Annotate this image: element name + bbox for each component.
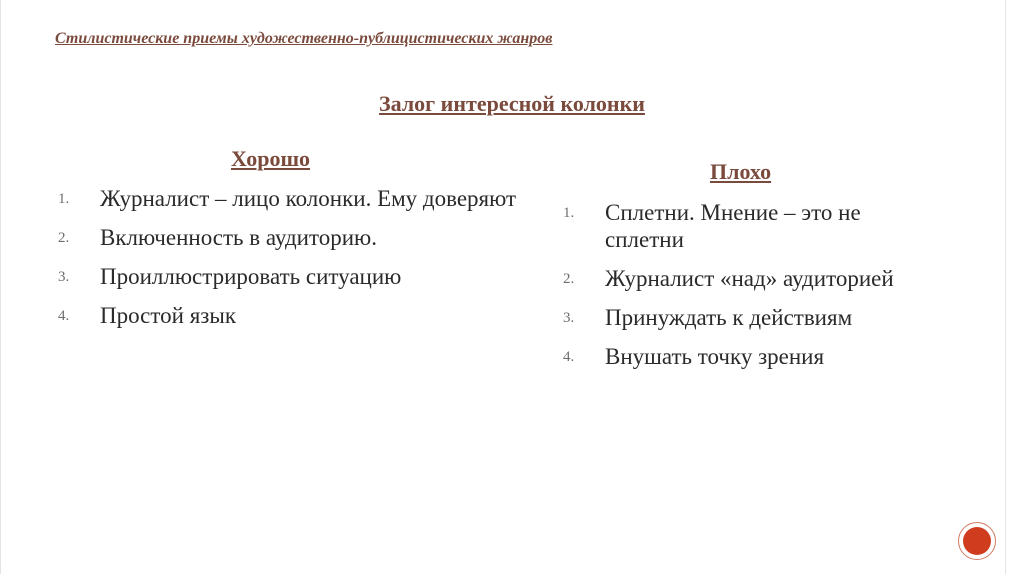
slide-badge-icon [958,522,996,560]
list-item [563,343,943,370]
list-text: Сплетни. Мнение – это не сплетни [605,200,861,252]
list-text: Включенность в аудиторию. [100,225,377,250]
bad-list [563,199,943,382]
list-number: 3. [563,310,575,326]
list-item [563,199,943,253]
good-list [58,185,518,341]
list-text: Принуждать к действиям [605,305,853,330]
list-item [58,185,518,212]
list-text: Простой язык [100,303,236,328]
list-number: 1. [563,205,575,221]
list-item [563,265,943,292]
list-item [58,263,518,290]
list-number: 2. [58,230,70,246]
right-border-line [1005,0,1006,574]
bad-column-heading: Плохо [710,159,772,184]
good-column-heading: Хорошо [231,146,311,171]
list-item [58,224,518,251]
list-text: Журналист – лицо колонки. Ему доверяют [100,186,517,211]
list-text: Внушать точку зрения [605,344,825,369]
list-item [58,302,518,329]
slide-title: Залог интересной колонки [379,91,645,116]
list-number: 1. [58,191,70,207]
list-text: Проиллюстрировать ситуацию [100,264,402,289]
slide-header: Стилистические приемы художественно-публицистических жанров [55,30,553,47]
list-text: Журналист «над» аудиторией [605,266,894,291]
list-number: 4. [563,349,575,365]
list-number: 4. [58,308,70,324]
list-number: 2. [563,271,575,287]
list-item [563,304,943,331]
list-number: 3. [58,269,70,285]
left-border-line [0,0,1,574]
